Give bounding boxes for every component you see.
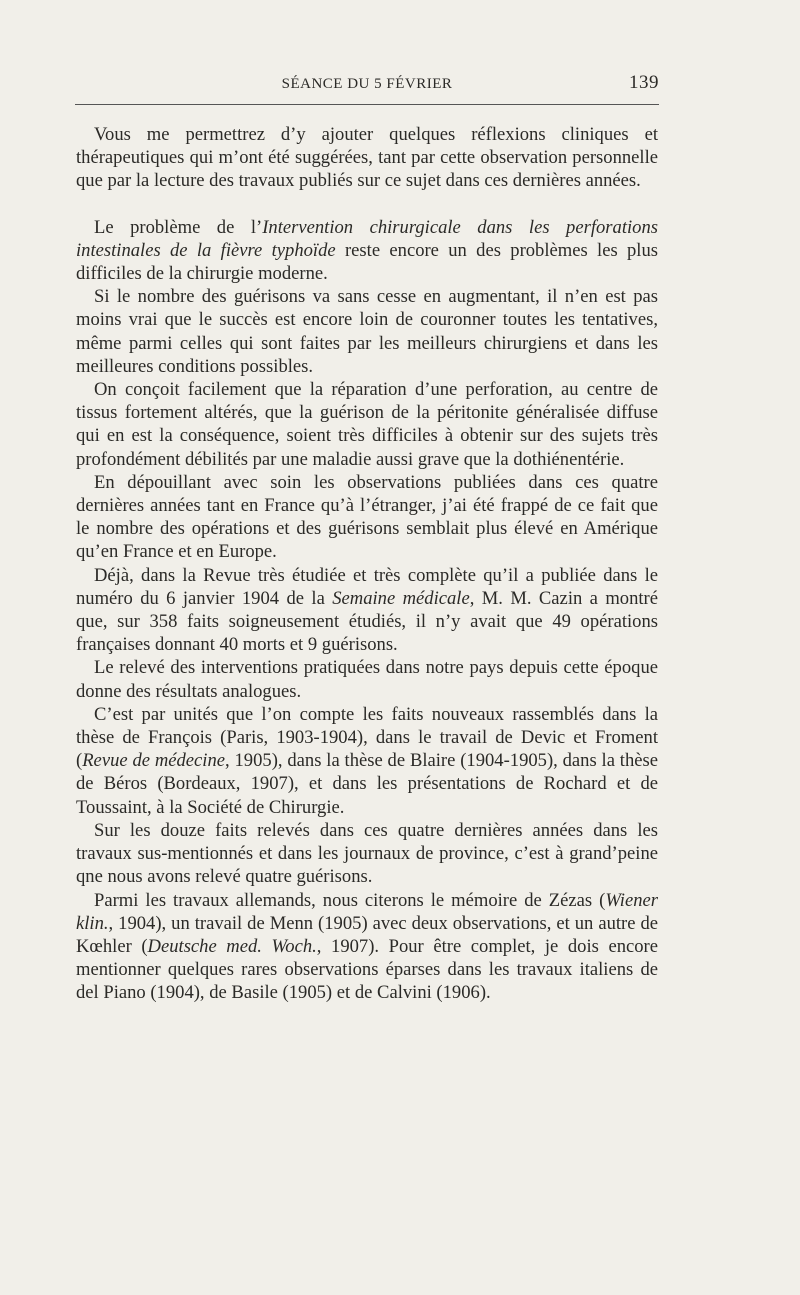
p10-text-a: Parmi les travaux allemands, nous citerons le mémoire de Zézas ( xyxy=(94,889,606,911)
p10-text-e: , 1907). Pour être complet, je dois encore mentionner quelques rares observations éparses dans les travaux italiens de del Piano (1904), de Basile (1905) et de Calvini (1906). xyxy=(76,935,658,1004)
body-text xyxy=(76,123,658,1005)
p8-text-c: , 1905), dans la thèse de Blaire (1904-1905), dans la thèse de Béros (Bordeaux, 1907), et dans les présentations de Rochard et de Toussaint, à la Société de Chirurgie. xyxy=(76,750,658,818)
paragraph-6 xyxy=(76,564,658,657)
p10-italic-journal-1: Wiener klin. xyxy=(76,889,658,934)
p6-text-a: Déjà, dans la Revue très étudiée et très complète qu’il a publiée dans le numéro du 6 janvier 1904 de la xyxy=(76,564,658,609)
p10-text-c: , 1904), un travail de Menn (1905) avec deux observations, et un autre de Kœhler ( xyxy=(76,912,658,957)
page-number: 139 xyxy=(629,72,659,93)
paragraph-3: Si le nombre des guérisons va sans cesse en augmentant, il n’en est pas moins vrai que le succès est encore loin de couronner toutes les tentatives, même parmi celles qui sont faites par les meilleurs chirurgiens et dans les meilleures conditions possibles. xyxy=(76,286,658,377)
p10-italic-journal-2: Deutsche med. Woch. xyxy=(147,935,317,957)
p6-italic-journal: Semaine médicale xyxy=(332,587,470,609)
paragraph-8 xyxy=(76,703,658,819)
running-header xyxy=(75,72,659,96)
paragraph-7: Le relevé des interventions pratiquées dans notre pays depuis cette époque donne des résultats analogues. xyxy=(76,657,658,702)
p8-text-a: C’est par unités que l’on compte les faits nouveaux rassemblés dans la thèse de François (Paris, 1903-1904), dans le travail de Devic et Froment ( xyxy=(76,703,658,772)
p2-italic-title: Intervention chirurgicale dans les perforations intestinales de la fièvre typhoïde xyxy=(76,216,658,261)
p2-text-a: Le problème de l’ xyxy=(94,216,263,238)
p8-italic-journal: Revue de médecine xyxy=(82,750,226,772)
running-title: SÉANCE DU 5 FÉVRIER xyxy=(281,76,453,92)
paragraph-4: On conçoit facilement que la réparation d’une perforation, au centre de tissus fortement altérés, que la guérison de la péritonite généralisée diffuse qui en est la conséquence, soient très difficiles à obtenir sur des sujets très profondément débilités par une maladie aussi grave que la dothiénentérie. xyxy=(76,379,658,470)
paragraph-1: Vous me permettrez d’y ajouter quelques réflexions cliniques et thérapeutiques qui m’ont été suggérées, tant par cette observation personnelle que par la lecture des travaux publiés sur ce sujet dans ces dernières années. xyxy=(76,124,658,192)
header-rule xyxy=(75,104,659,105)
paragraph-2 xyxy=(76,216,658,286)
paragraph-9: Sur les douze faits relevés dans ces quatre dernières années dans les travaux sus-mentionnés et dans les journaux de province, c’est à grand’peine qne nous avons relevé quatre guérisons. xyxy=(76,819,658,888)
p2-text-c: reste encore un des problèmes les plus difficiles de la chirurgie moderne. xyxy=(76,239,659,285)
p6-text-c: , M. M. Cazin a montré que, sur 358 faits soigneusement étudiés, il n’y avait que 49 opérations françaises donnant 40 morts et 9 guérisons. xyxy=(76,587,658,656)
paragraph-5: En dépouillant avec soin les observations publiées dans ces quatre dernières années tant en France qu’à l’étranger, j’ai été frappé de ce fait que le nombre des opérations et des guérisons semblait plus élevé en Amérique qu’en France et en Europe. xyxy=(76,471,658,563)
paragraph-10 xyxy=(76,889,658,1005)
